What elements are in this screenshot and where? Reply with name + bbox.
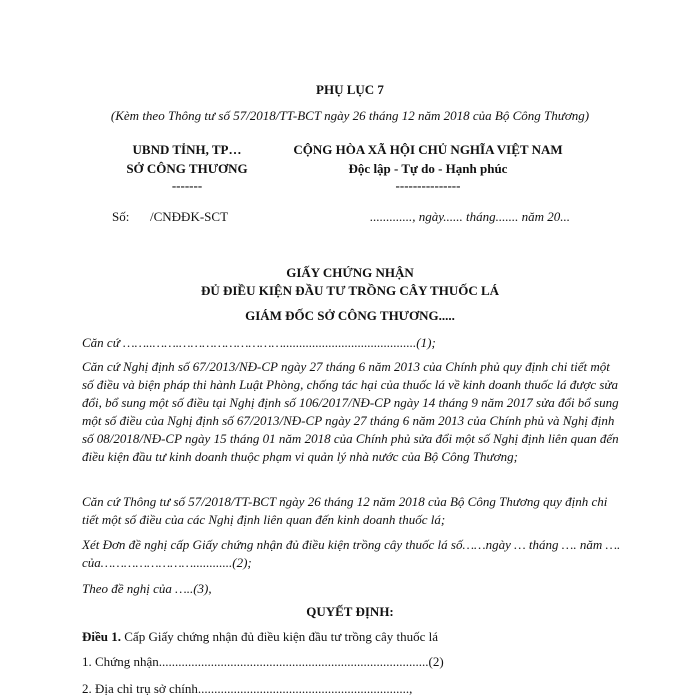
proposal-line: Theo đề nghị của …..(3), xyxy=(82,581,212,596)
certificate-subtitle: ĐỦ ĐIỀU KIỆN ĐẦU TƯ TRỒNG CÂY THUỐC LÁ xyxy=(200,283,500,298)
appendix-title: PHỤ LỤC 7 xyxy=(316,82,384,97)
national-divider: --------------- xyxy=(395,178,461,193)
article-1-text: Cấp Giấy chứng nhận đủ điều kiện đầu tư trồng cây thuốc lá xyxy=(124,629,438,644)
appendix-subtitle: (Kèm theo Thông tư số 57/2018/TT-BCT ngày 26 tháng 12 năm 2018 của Bộ Công Thương) xyxy=(110,108,590,123)
issuer-department: SỞ CÔNG THƯƠNG xyxy=(126,161,248,176)
national-title: CỘNG HÒA XÃ HỘI CHỦ NGHĨA VIỆT NAM xyxy=(293,142,563,157)
issuer-divider: ------- xyxy=(171,178,203,193)
application-review: Xét Đơn đề nghị cấp Giấy chứng nhận đủ điều kiện trồng cây thuốc lá số……ngày … tháng …. năm …. của……………………............(2); xyxy=(82,537,621,570)
national-motto: Độc lập - Tự do - Hạnh phúc xyxy=(348,161,508,176)
article-1 xyxy=(82,629,438,645)
legal-basis-3: Căn cứ Thông tư số 57/2018/TT-BCT ngày 26 tháng 12 năm 2018 của Bộ Công Thương quy định chi tiết một số điều của các Nghị định liên quan đến kinh doanh thuốc lá; xyxy=(82,494,608,527)
certificate-title: GIẤY CHỨNG NHẬN xyxy=(286,265,414,280)
date-line: ............., ngày...... tháng....... năm 20... xyxy=(370,209,571,224)
authority-title: GIÁM ĐỐC SỞ CÔNG THƯƠNG..... xyxy=(245,308,455,323)
item-2: 2. Địa chỉ trụ sở chính................................................................., xyxy=(82,681,413,696)
legal-basis-1: Căn cứ ……..…….……………………….........................................(1); xyxy=(82,335,436,350)
number-label: Số: xyxy=(112,209,130,224)
article-1-label: Điều 1. xyxy=(82,629,121,644)
item-1: 1. Chứng nhận...................................................................................(2) xyxy=(82,654,444,669)
number-value: /CNĐĐK-SCT xyxy=(150,209,229,224)
legal-basis-2: Căn cứ Nghị định số 67/2013/NĐ-CP ngày 27 tháng 6 năm 2013 của Chính phủ quy định chi tiết một số điều và biện pháp thi hành Luật Phòng, chống tác hại của thuốc lá về kinh doanh thuốc lá được sửa đổi, bổ sung một số điều tại Nghị định số 106/2017/NĐ-CP ngày 14 tháng 9 năm 2017 sửa đổi bổ sung một số điều của Nghị định số 67/2013/NĐ-CP ngày 27 tháng 6 năm 2013 của Chính phủ và Nghị định số 08/2018/NĐ-CP ngày 15 tháng 01 năm 2018 của Chính phủ sửa đổi một số Nghị định liên quan đến điều kiện đầu tư kinh doanh thuộc phạm vi quản lý nhà nước của Bộ Công Thương; xyxy=(82,359,619,464)
decision-heading: QUYẾT ĐỊNH: xyxy=(306,604,394,619)
issuer-province: UBND TỈNH, TP… xyxy=(132,142,242,157)
